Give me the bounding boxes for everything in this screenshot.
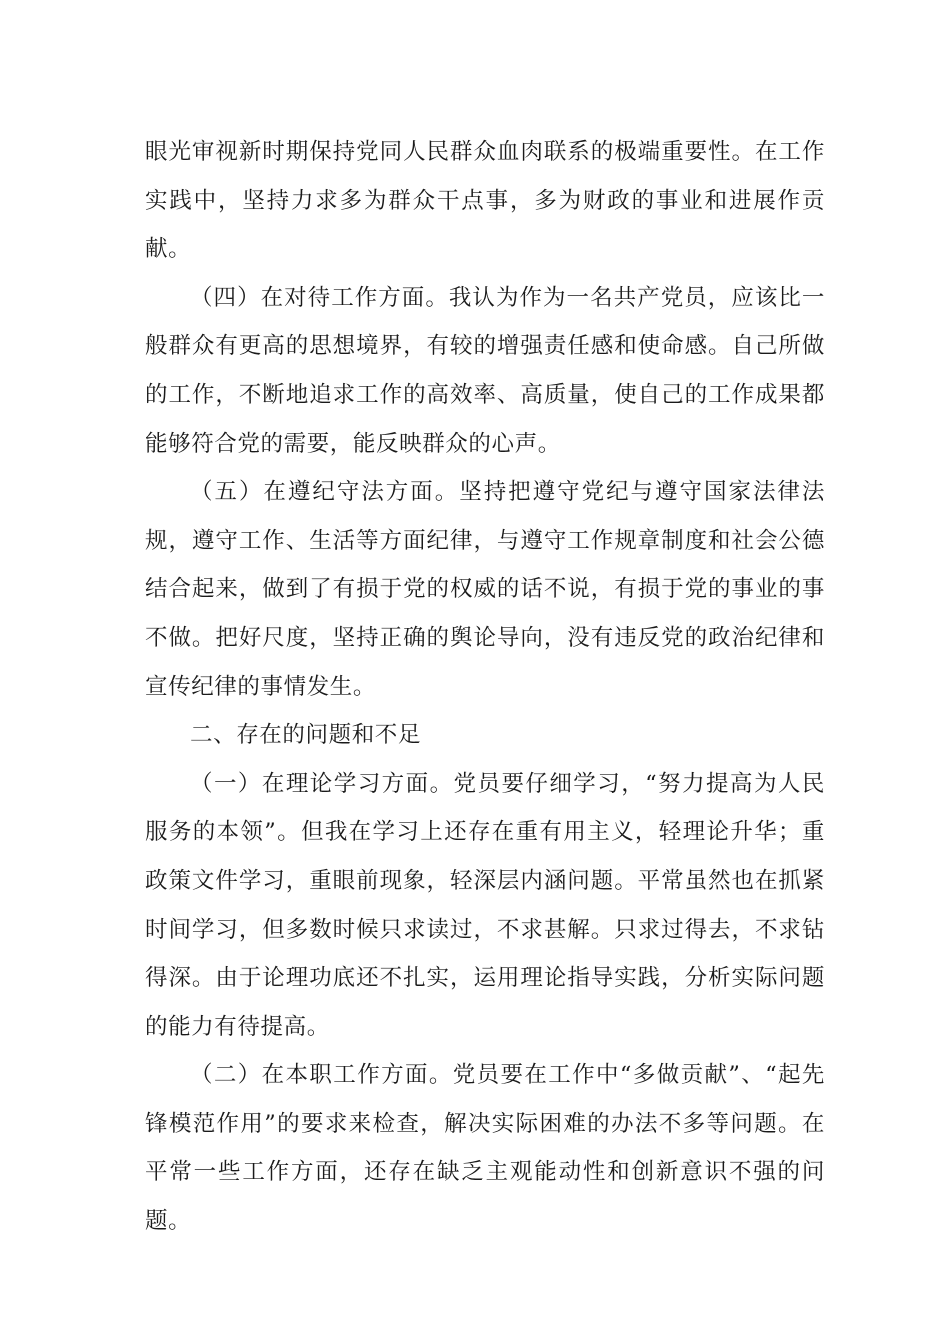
document-body [145,128,825,1246]
paragraph-work-attitude: （四）在对待工作方面。我认为作为一名共产党员，应该比一般群众有更高的思想境界，有较的增强责任感和使命感。自己所做的工作，不断地追求工作的高效率、高质量，使自己的工作成果都能够符合党的需要，能反映群众的心声。 [145,284,825,457]
paragraph-job-duties: （二）在本职工作方面。党员要在工作中“多做贡献”、“起先锋模范作用”的要求来检查，解决实际困难的办法不多等问题。在平常一些工作方面，还存在缺乏主观能动性和创新意识不强的问题。 [145,1062,825,1235]
section-heading-problems: 二、存在的问题和不足 [190,722,422,749]
paragraph-discipline: （五）在遵纪守法方面。坚持把遵守党纪与遵守国家法律法规，遵守工作、生活等方面纪律，与遵守工作规章制度和社会公德结合起来，做到了有损于党的权威的话不说，有损于党的事业的事不做。把好尺度，坚持正确的舆论导向，没有违反党的政治纪律和宣传纪律的事情发生。 [145,479,825,700]
paragraph-theory-study: （一）在理论学习方面。党员要仔细学习，“努力提高为人民服务的本领”。但我在学习上还存在重有用主义，轻理论升华；重政策文件学习，重眼前现象，轻深层内涵问题。平常虽然也在抓紧时间学习，但多数时候只求读过，不求甚解。只求过得去，不求钻得深。由于论理功底还不扎实，运用理论指导实践，分析实际问题的能力有待提高。 [145,770,825,1040]
paragraph-continuation: 眼光审视新时期保持党同人民群众血肉联系的极端重要性。在工作实践中，坚持力求多为群众干点事，多为财政的事业和进展作贡献。 [145,139,825,263]
